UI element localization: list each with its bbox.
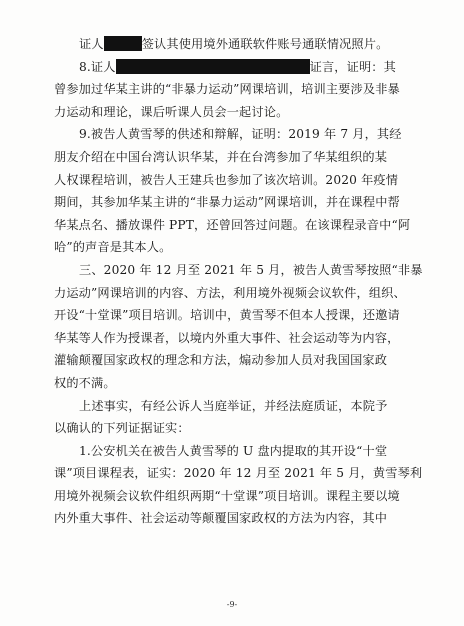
redaction-block bbox=[104, 36, 142, 51]
text-line bbox=[54, 33, 426, 56]
text-line: 哈”的声音是其本人。 bbox=[54, 240, 172, 255]
text-line: 期间，其参加华某主讲的“非暴力运动”网课培训，并在课程中帮 bbox=[54, 195, 400, 210]
text-segment: 8.证人 bbox=[79, 59, 116, 74]
text-line: 以确认的下列证据证实： bbox=[54, 421, 190, 436]
text-line bbox=[54, 56, 426, 79]
text-line: 开设“十堂课”项目培训。培训中，黄雪琴不但本人授课，还邀请 bbox=[54, 308, 400, 323]
text-line: 9.被告人黄雪琴的供述和辩解，证明：2019 年 7 月，其经 bbox=[79, 127, 402, 142]
text-line: 华某等人作为授课者，以境内外重大事件、社会运动等为内容， bbox=[54, 330, 400, 345]
redaction-block bbox=[116, 59, 310, 74]
document-body bbox=[54, 33, 426, 530]
text-line: 人权课程培训，被告人王建兵也参加了该次培训。2020 年疫情 bbox=[54, 172, 399, 187]
text-line: 用境外视频会议软件组织两期“十堂课”项目培训。课程主要以境 bbox=[54, 488, 400, 503]
text-segment: 证人 bbox=[79, 37, 104, 51]
text-line: 灌输颠覆国家政权的理念和方法，煽动参加人员对我国国家政 bbox=[54, 353, 388, 368]
text-line: 三、2020 年 12 月至 2021 年 5 月，被告人黄雪琴按照“非暴 bbox=[79, 262, 423, 277]
text-line: 朋友介绍在中国台湾认识华某，并在台湾参加了华某组织的某 bbox=[54, 149, 388, 164]
text-line: 华某点名、播放课件 PPT，还曾回答过问题。在该课程录音中“阿 bbox=[54, 217, 411, 232]
text-segment: 证言，证明：其 bbox=[309, 59, 396, 74]
text-segment: 签认其使用境外通联软件账号通联情况照片。 bbox=[141, 37, 389, 51]
page-number: -9- bbox=[226, 600, 238, 609]
text-line: 力运动”网课培训的内容、方法，利用境外视频会议软件，组织、 bbox=[54, 285, 406, 300]
text-line: 曾参加过华某主讲的“非暴力运动”网课培训，培训主要涉及非暴 bbox=[54, 82, 400, 97]
text-line: 课”项目课程表，证实：2020 年 12 月至 2021 年 5 月，黄雪琴利 bbox=[54, 466, 423, 481]
text-line: 1.公安机关在被告人黄雪琴的 U 盘内提取的其开设“十堂 bbox=[79, 443, 388, 458]
text-line: 内外重大事件、社会运动等颠覆国家政权的方法为内容，其中 bbox=[54, 511, 388, 526]
text-line: 力运动和理论，课后听课人员会一起讨论。 bbox=[54, 104, 289, 119]
text-line: 上述事实，有经公诉人当庭举证，并经法庭质证，本院予 bbox=[79, 398, 388, 413]
text-line: 权的不满。 bbox=[54, 375, 116, 390]
